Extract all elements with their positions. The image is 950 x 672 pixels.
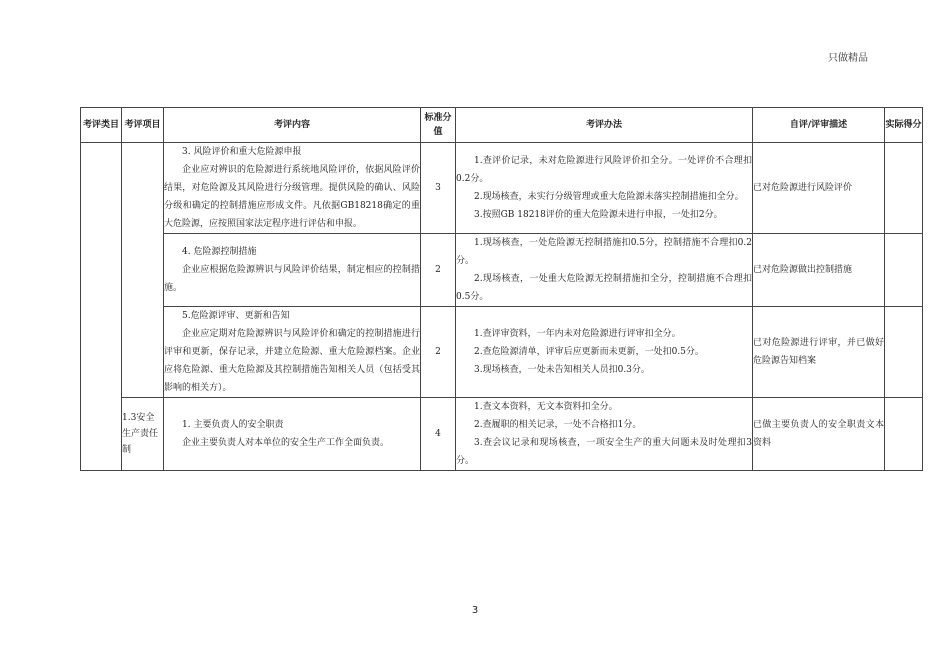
- header-score: 标准分值: [421, 108, 456, 143]
- method-item: 3.现场核查，一处未告知相关人员扣0.3分。: [474, 365, 650, 375]
- method-item: 3.查会议记录和现场核查，一项安全生产的重大问题未及时处理扣3分。: [456, 438, 752, 466]
- page-number: 3: [471, 605, 479, 616]
- method-item: 1.现场核查，一处危险源无控制措施扣0.5分，控制措施不合理扣0.2分。: [456, 238, 752, 266]
- method-cell: [456, 398, 753, 471]
- method-item: 1.查评价记录，未对危险源进行风险评价扣全分。一处评价不合理扣0.2分。: [456, 156, 752, 184]
- self-eval-cell: 已做主要负责人的安全职责文本资料: [753, 398, 885, 471]
- method-item: 2.现场核查，一处重大危险源无控制措施扣全分，控制措施不合理扣0.5分。: [456, 274, 752, 302]
- method-item: 2.查危险源清单，评审后应更新而未更新，一处扣0.5分。: [474, 347, 704, 357]
- method-cell: [456, 234, 753, 307]
- evaluation-table: [80, 107, 923, 471]
- self-eval-cell: 已对危险源做出控制措施: [753, 234, 885, 307]
- method-item: 3.按照GB 18218评价的重大危险源未进行申报，一处扣2分。: [474, 210, 723, 220]
- self-eval-cell: 已对危险源进行风险评价: [753, 143, 885, 234]
- content-cell: [164, 143, 421, 234]
- method-cell: [456, 143, 753, 234]
- actual-score-cell: [885, 143, 923, 234]
- method-cell: [456, 307, 753, 398]
- content-body: 企业应定期对危险源辨识与风险评价和确定的控制措施进行评审和更新，保存记录，并建立危险源、重大危险源档案。企业应将危险源、重大危险源及其控制措施告知相关人员（包括受其影响的相关方）。: [164, 329, 420, 393]
- header-method: 考评办法: [456, 108, 753, 143]
- content-body: 企业应对辨识的危险源进行系统地风险评价，依据风险评价结果，对危险源及其风险进行分级管理。提供风险的确认、风险分级和确定的控制措施应形成文件。凡依据GB18218确定的重大危险源，应按照国家法定程序进行评估和申报。: [164, 165, 420, 229]
- table-row: [81, 143, 923, 234]
- method-item: 1.查评审资料，一年内未对危险源进行评审扣全分。: [474, 329, 681, 339]
- category-cell: [81, 143, 122, 471]
- content-title: 4. 危险源控制措施: [182, 247, 257, 257]
- actual-score-cell: [885, 234, 923, 307]
- score-cell: 4: [421, 398, 456, 471]
- header-self-eval: 自评/评审描述: [753, 108, 885, 143]
- content-cell: [164, 398, 421, 471]
- project-cell: 1.3安全生产责任制: [122, 398, 164, 471]
- score-cell: 3: [421, 143, 456, 234]
- actual-score-cell: [885, 398, 923, 471]
- content-cell: [164, 234, 421, 307]
- score-cell: 2: [421, 234, 456, 307]
- content-body: 企业应根据危险源辨识与风险评价结果，制定相应的控制措施。: [164, 265, 420, 293]
- header-note: 只做精品: [828, 53, 868, 64]
- project-cell: [122, 143, 164, 398]
- header-category: 考评类目: [81, 108, 122, 143]
- self-eval-cell: 已对危险源进行评审，并已做好危险源告知档案: [753, 307, 885, 398]
- table-row: [81, 307, 923, 398]
- header-actual: 实际得分: [885, 108, 923, 143]
- table-header-row: [81, 108, 923, 143]
- content-title: 1. 主要负责人的安全职责: [182, 420, 284, 430]
- actual-score-cell: [885, 307, 923, 398]
- content-title: 5.危险源评审、更新和告知: [182, 311, 290, 321]
- content-title: 3. 风险评价和重大危险源申报: [182, 147, 302, 157]
- method-item: 2.查履职的相关记录，一处不合格扣1分。: [474, 420, 642, 430]
- method-item: 2.现场核查，未实行分级管理或重大危险源未落实控制措施扣全分。: [474, 192, 744, 202]
- header-project: 考评项目: [122, 108, 164, 143]
- method-item: 1.查文本资料，无文本资料扣全分。: [474, 402, 618, 412]
- content-body: 企业主要负责人对本单位的安全生产工作全面负责。: [182, 438, 390, 448]
- score-cell: 2: [421, 307, 456, 398]
- header-content: 考评内容: [164, 108, 421, 143]
- content-cell: [164, 307, 421, 398]
- table-row: [81, 234, 923, 307]
- table-row: [81, 398, 923, 471]
